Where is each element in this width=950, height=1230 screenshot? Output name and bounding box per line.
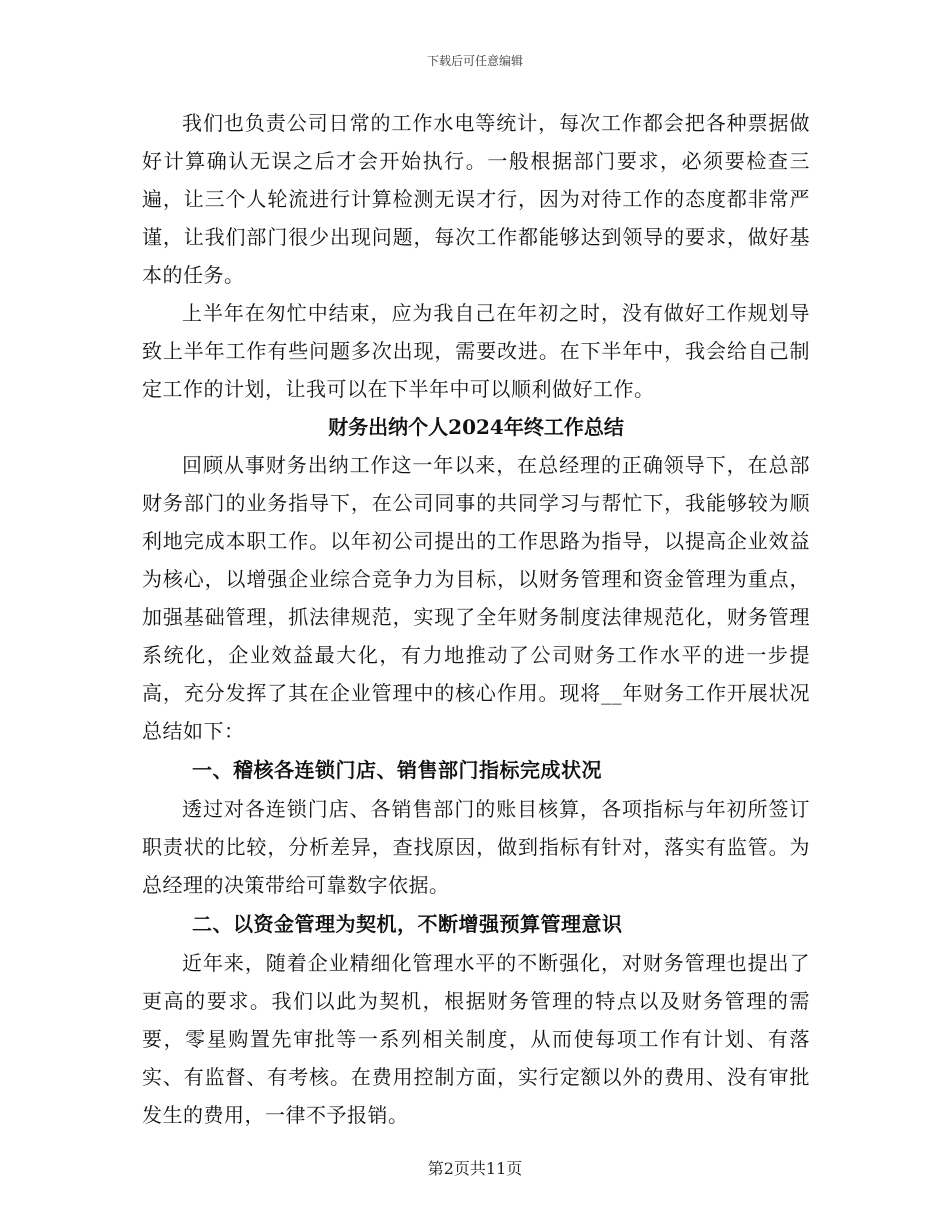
document-body	[142, 104, 810, 1134]
paragraph-audit: 透过对各连锁门店、各销售部门的账目核算，各项指标与年初所签订职责状的比较，分析差异，查找原因，做到指标有针对，落实有监管。为总经理的决策带给可靠数字依据。	[142, 797, 810, 897]
page-header: 下载后可任意编辑	[426, 54, 523, 68]
section-heading-2: 二、以资金管理为契机，不断增强预算管理意识	[192, 912, 623, 936]
paragraph-first-half-review: 上半年在匆忙中结束，应为我自己在年初之时，没有做好工作规划导致上半年工作有些问题多次出现，需要改进。在下半年中，我会给自己制定工作的计划，让我可以在下半年中可以顺利做好工作。	[142, 301, 810, 401]
paragraph-year-review: 回顾从事财务出纳工作这一年以来，在总经理的正确领导下，在总部财务部门的业务指导下，在公司同事的共同学习与帮忙下，我能够较为顺利地完成本职工作。以年初公司提出的工作思路为指导，以提高企业效益为核心，以增强企业综合竞争力为目标，以财务管理和资金管理为重点，加强基础管理，抓法律规范，实现了全年财务制度法律规范化，财务管理系统化，企业效益最大化，有力地推动了公司财务工作水平的进一步提高，充分发挥了其在企业管理中的核心作用。现将__年财务工作开展状况总结如下：	[142, 453, 810, 743]
paragraph-utility-statistics: 我们也负责公司日常的工作水电等统计，每次工作都会把各种票据做好计算确认无误之后才会开始执行。一般根据部门要求，必须要检查三遍，让三个人轮流进行计算检测无误才行，因为对待工作的态度都非常严谨，让我们部门很少出现问题，每次工作都能够达到领导的要求，做好基本的任务。	[142, 111, 810, 287]
section-heading-1: 一、稽核各连锁门店、销售部门指标完成状况	[192, 758, 602, 782]
page-number: 第2页共11页	[427, 1159, 523, 1178]
paragraph-budget: 近年来，随着企业精细化管理水平的不断强化，对财务管理也提出了更高的要求。我们以此为契机，根据财务管理的特点以及财务管理的需要，零星购置先审批等一系列相关制度，从而使每项工作有计划、有落实、有监督、有考核。在费用控制方面，实行定额以外的费用、没有审批发生的费用，一律不予报销。	[142, 951, 810, 1127]
document-title: 财务出纳个人2024年终工作总结	[328, 415, 624, 439]
